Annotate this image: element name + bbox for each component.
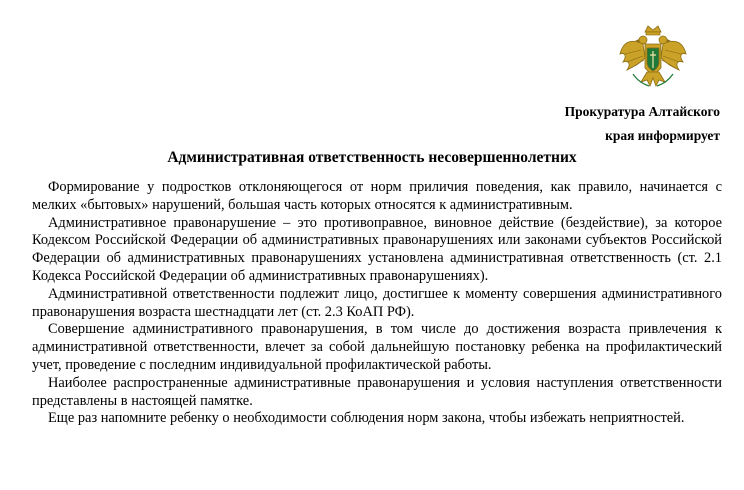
paragraph-1: Формирование у подростков отклоняющегося от норм приличия поведения, как правило, начинается с мелких «бытовых» нарушений, большая часть которых относятся к административным. — [32, 179, 722, 213]
paragraph-3: Административной ответственности подлежит лицо, достигшее к моменту совершения административного правонарушения возраста шестнадцати лет (ст. 2.3 КоАП РФ). — [32, 285, 722, 320]
paragraph-5: Наиболее распространенные административные правонарушения и условия наступления ответственности представлены в настоящей памятке. — [32, 374, 722, 409]
paragraph-2: Административное правонарушение – это противоправное, виновное действие (бездействие), за которое Кодексом Российской Федерации об административных правонарушениях или законами субъектов Российской Федерации об административных правонарушениях установлена административная ответственность (ст. 2.1 Кодекса Российской Федерации об административных правонарушениях). — [32, 214, 722, 284]
document-body — [32, 179, 722, 428]
paragraph-6: Еще раз напомните ребенку о необходимости соблюдения норм закона, чтобы избежать неприятностей. — [48, 410, 685, 427]
issuer-line-1: Прокуратура Алтайского — [564, 104, 720, 119]
issuer-block — [565, 100, 720, 148]
document-title: Административная ответственность несовершеннолетних — [167, 149, 577, 166]
paragraph-4: Совершение административного правонарушения, в том числе до достижения возраста привлечения к административной ответственности, влечет за собой дальнейшую постановку ребенка на профилактический учет, проведение с последним индивидуальной профилактической работы. — [32, 321, 722, 373]
prosecutor-emblem-icon — [617, 24, 689, 94]
issuer-line-2: края информирует — [605, 128, 720, 143]
